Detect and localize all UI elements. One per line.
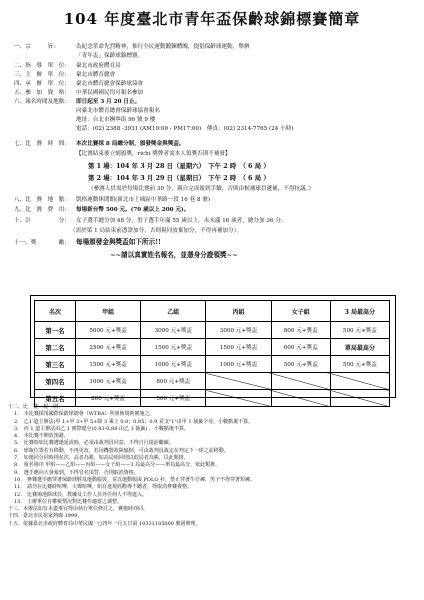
prizes-note: ~~請以真實姓名報名，並憑身分證領獎~~	[110, 251, 238, 259]
register-address: 地址：台北市撫寧街 90 號 9 樓	[76, 117, 156, 123]
prize-cell: 1000 元+獎盃	[76, 373, 141, 390]
rule-item: 10. 參賽選手應穿著保齡球鞋及運動服裝，並以運動服或 POLO 衫，禁止穿著牛仔褲，男子不得穿著短褲。	[14, 476, 256, 483]
section-value: 中華民國國民均可報名參加	[76, 90, 144, 96]
prize-cell: 2500 元+獎盃	[76, 339, 141, 356]
rank-cell: 第二名	[35, 339, 76, 356]
prize-cell: 1500 元+獎盃	[206, 339, 271, 356]
rule-item: 13. 主辦單位有權視情況對比賽作適當之調整。	[14, 498, 122, 505]
prize-cell: 1500 元+獎盃	[76, 356, 141, 373]
section-value: 本次比賽採 8 局總分制，頒發獎金與獎盃。	[76, 141, 185, 147]
rule-reference: 十五、依據臺北市政府體育局中華民國一○四年一月五日第 10331185000 號函辦理。	[8, 520, 201, 527]
empty-cell	[271, 390, 330, 407]
section-value: 凱格運動休閒館(新北市土城區中華路一段 16 巷 8 號)	[76, 197, 211, 203]
rule-item: 9. 選手應向大會報到，不得冒名頂替，否則取消資格。	[14, 469, 139, 476]
rule-item: 3. 丙 1 道主辦法由乙 1 實際總分(0.83-0.88 由乙 1 抽籤) ，小數點後不算。	[14, 425, 189, 432]
session-1: 第 1 場：104 年 3 月 28 日（星期六） 下午 2 時 （ 6 局 ）	[88, 162, 270, 170]
section-scoring	[14, 218, 287, 225]
section-label: 十、計 分：	[14, 218, 70, 224]
rule-item: 4. 本比賽不開放規避。	[14, 433, 69, 440]
section-organizer	[14, 72, 115, 79]
time-note: 【比賽結束後立刻頒獎，richi 獎牌者需本人領獎否則不補發】	[76, 151, 231, 157]
col-header-group-c: 丙組	[206, 301, 271, 322]
col-header-group-a: 甲組	[76, 301, 141, 322]
section-value: 女子選手總分加 48 分，男子選手年滿 55 歲以上，未未滿 16 歲者，總分加 36 分。	[76, 218, 287, 224]
prize-cell: 500 元+獎盃	[271, 356, 330, 373]
empty-cell	[330, 373, 389, 390]
section-label: 五、參 加 資 格：	[14, 90, 70, 96]
col-header-women: 女子組	[271, 301, 330, 322]
table-row	[35, 373, 390, 390]
scoring-note: （需於第 1 局結束前憑證加分，否則視同放棄加分，不得再補加分）。	[70, 228, 243, 234]
rule-item: 7. 如遇同分同時則名次，高者為勝，如高局相同則以低局者為勝，以此類推。	[14, 455, 189, 462]
section-label: 八、比 賽 地 點：	[14, 197, 70, 203]
section-value: 臺北市體育總會保齡球協會	[76, 81, 144, 87]
rule-amend: 十三、本辦法如有未盡事宜得由執行單位修訂之，實施時亦同。	[8, 506, 149, 513]
rank-cell: 第一名	[35, 322, 76, 339]
section-purpose	[14, 44, 249, 51]
col-header-rank: 名次	[35, 301, 76, 322]
section-value: 每場新台幣 500 元。(70 歲以上 200 元)。	[76, 207, 190, 213]
rule-item: 5. 比賽時如比賽遭遇延誤時，必須由裁判員同意，不得自行提前繼續。	[14, 440, 174, 447]
section-time	[14, 141, 184, 148]
prize-table	[34, 300, 390, 407]
rank-cell: 第四名	[35, 373, 76, 390]
prize-cell: 3000 元+獎盃	[141, 322, 206, 339]
rule-item: 11. 請勿在比賽時喧嘩，大聲喧嘩，如有違規經勸導不聽者，得取消參賽資格。	[14, 484, 192, 491]
rank-cell: 第三名	[35, 356, 76, 373]
section-host	[14, 81, 143, 88]
section-venue	[14, 197, 210, 204]
section-value: 每場頒發金與獎盃如下所示!!	[76, 238, 161, 246]
prize-cell: 500 元+獎盃	[141, 390, 206, 407]
section-value: 即日起至 3 月 20 日止。	[76, 99, 141, 105]
col-header-high-score: 3 局最高分	[330, 301, 389, 322]
prize-cell: 800 元+獎盃	[76, 390, 141, 407]
section-label: 三、主 辦 單 位：	[14, 72, 70, 78]
prize-cell: 1500 元+獎盃	[141, 339, 206, 356]
rule-item: 12. 比賽場地除球員，教練及工作人員外任何人不得進入。	[14, 491, 147, 498]
rule-item: 6. 球瓶位置若有移動，不再更改，若因機器故障傾倒，可由裁判員裁定在判定下一球之前移動。	[14, 447, 229, 454]
empty-cell	[330, 390, 389, 407]
register-phone: 電話：(02) 2388 -3931 (AM10:00 - PM17:00) 傳真：(02) 2314-7765 (24 小時)	[76, 126, 294, 132]
empty-cell	[271, 373, 330, 390]
section-registration	[14, 99, 140, 106]
register-line: 向臺北市體育總會保齡球協會報名	[76, 108, 160, 114]
prize-cell: 3000 元+獎盃	[206, 322, 271, 339]
section-prizes	[14, 239, 161, 247]
table-row	[35, 322, 390, 339]
prize-cell: 500 元+獎盃	[330, 322, 389, 339]
rules-heading: 十二、比 賽 規 則：	[8, 404, 64, 410]
section-label: 六、報名時間及地點：	[14, 99, 70, 105]
section-purpose-cont	[14, 53, 143, 60]
rank-cell: 第五名	[35, 390, 76, 407]
rule-item: 2. 乙1 道主辦法(甲 1+甲 3+甲 5+除 3 乘上 0.8；0.85；0.9 並支"1"由甲 1 抽籤字母，小數點後不算。	[14, 418, 254, 425]
rule-item: 8. 報名場序 甲組——乙組——丙組——女子組——3 局最高分——單局最高分，依此類推。	[14, 462, 221, 469]
section-fee	[14, 207, 189, 214]
session-note: （參賽人員需於每場比賽前 30 分，親自完成報到手續，否則由候補球員遞補，不得抗議。）	[88, 186, 315, 192]
prize-cell: 800 元+獎盃	[271, 322, 330, 339]
section-label: 二、指 導 單 位：	[14, 63, 70, 69]
prize-cell: 單局最高分	[330, 339, 389, 356]
page-title: 104 年度臺北市青年盃保齡球錦標賽簡章	[63, 10, 361, 28]
section-label: 一、宗 旨：	[14, 44, 59, 50]
section-label: 九、比 賽 費 用：	[14, 207, 70, 213]
rule-item: 1. 本比賽採用國際保齡球總會（WTBA）所頒佈規則實施之。	[14, 411, 155, 418]
rule-hotline: 十四、臺北市民宿家熱線 1999。	[8, 513, 83, 520]
table-row	[35, 356, 390, 373]
section-label: 十一、獎 勵：	[14, 240, 70, 246]
prize-cell: 1000 元+獎盃	[141, 356, 206, 373]
prize-cell: 500 元+獎盃	[330, 356, 389, 373]
prize-cell: 800 元+獎盃	[141, 373, 206, 390]
session-2: 第 2 場：104 年 3 月 29 日（星期日） 下午 2 時 （ 6 局 ）	[88, 174, 270, 182]
section-value: 臺北市政府體育局	[76, 63, 121, 69]
section-value: 為紀念革命先烈精神，推行全民運動鍛鍊體魄，提倡保齡球運動，舉辦	[76, 44, 250, 50]
section-value: 臺北市體育總會	[76, 72, 116, 78]
prize-cell: 1000 元+獎盃	[206, 356, 271, 373]
prize-cell: 600 元+獎盃	[271, 339, 330, 356]
prize-cell: 5000 元+獎盃	[76, 322, 141, 339]
col-header-group-b: 乙組	[141, 301, 206, 322]
section-guidance	[14, 63, 121, 70]
empty-cell	[206, 373, 271, 390]
rules-section	[8, 404, 255, 528]
section-label: 七、比 賽 時 間：	[14, 141, 70, 147]
section-label: 四、承 辦 單 位：	[14, 81, 70, 87]
table-row	[35, 339, 390, 356]
section-value: 「青年盃」保齡球錦標賽。	[76, 53, 144, 59]
section-eligibility	[14, 90, 143, 97]
table-header-row	[35, 301, 390, 322]
